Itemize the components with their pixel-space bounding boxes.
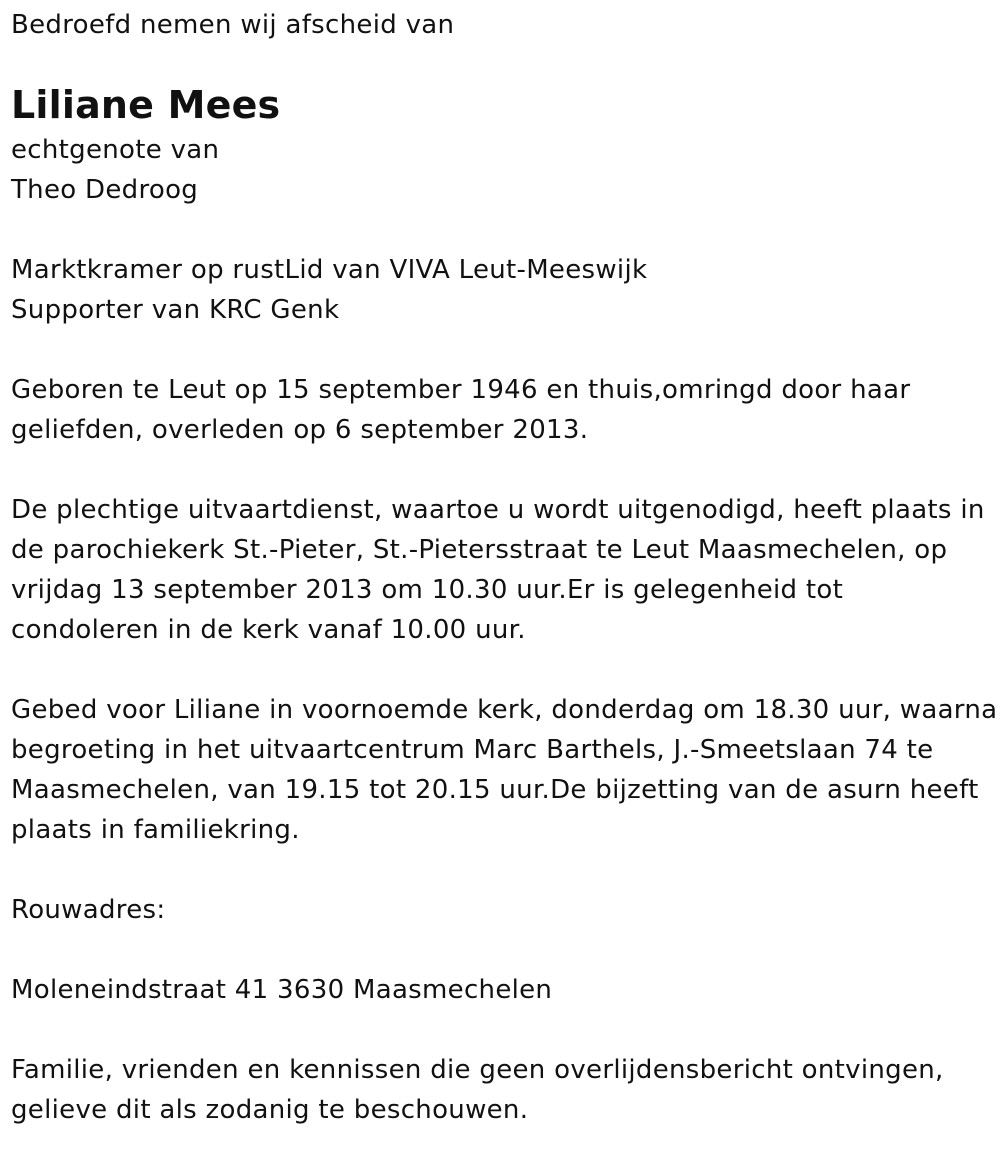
spouse-name: Theo Dedroog [11, 175, 199, 205]
spouse-relation: echtgenote van [11, 135, 220, 165]
service-paragraph [11, 490, 996, 650]
paragraph-line: Geboren te Leut op 15 september 1946 en thuis,omringd door haar [11, 375, 911, 405]
paragraph-line: condoleren in de kerk vanaf 10.00 uur. [11, 615, 526, 645]
deceased-name: Liliane Mees [11, 83, 281, 127]
birth-death-paragraph [11, 370, 996, 450]
paragraph-line: Maasmechelen, van 19.15 tot 20.15 uur.De bijzetting van de asurn heeft [11, 775, 979, 805]
paragraph-line: Gebed voor Liliane in voornoemde kerk, donderdag om 18.30 uur, waarna [11, 695, 998, 725]
role-line: Supporter van KRC Genk [11, 295, 340, 325]
paragraph-line: de parochiekerk St.-Pieter, St.-Pietersstraat te Leut Maasmechelen, op [11, 535, 948, 565]
paragraph-line: plaats in familiekring. [11, 815, 300, 845]
paragraph-line: gelieve dit als zodanig te beschouwen. [11, 1095, 529, 1125]
paragraph-line: begroeting in het uitvaartcentrum Marc Barthels, J.-Smeetslaan 74 te [11, 735, 934, 765]
death-notice [11, 0, 996, 1130]
closing-paragraph [11, 1050, 996, 1130]
roles-paragraph [11, 250, 996, 330]
paragraph-line: De plechtige uitvaartdienst, waartoe u wordt uitgenodigd, heeft plaats in [11, 495, 985, 525]
paragraph-line: geliefden, overleden op 6 september 2013. [11, 415, 589, 445]
intro-text: Bedroefd nemen wij afscheid van [11, 10, 455, 40]
address-label: Rouwadres: [11, 895, 166, 925]
paragraph-line: vrijdag 13 september 2013 om 10.30 uur.Er is gelegenheid tot [11, 575, 844, 605]
address-value: Moleneindstraat 41 3630 Maasmechelen [11, 975, 553, 1005]
role-line: Marktkramer op rustLid van VIVA Leut-Meeswijk [11, 255, 648, 285]
paragraph-line: Familie, vrienden en kennissen die geen overlijdensbericht ontvingen, [11, 1055, 944, 1085]
prayer-paragraph [11, 690, 996, 850]
